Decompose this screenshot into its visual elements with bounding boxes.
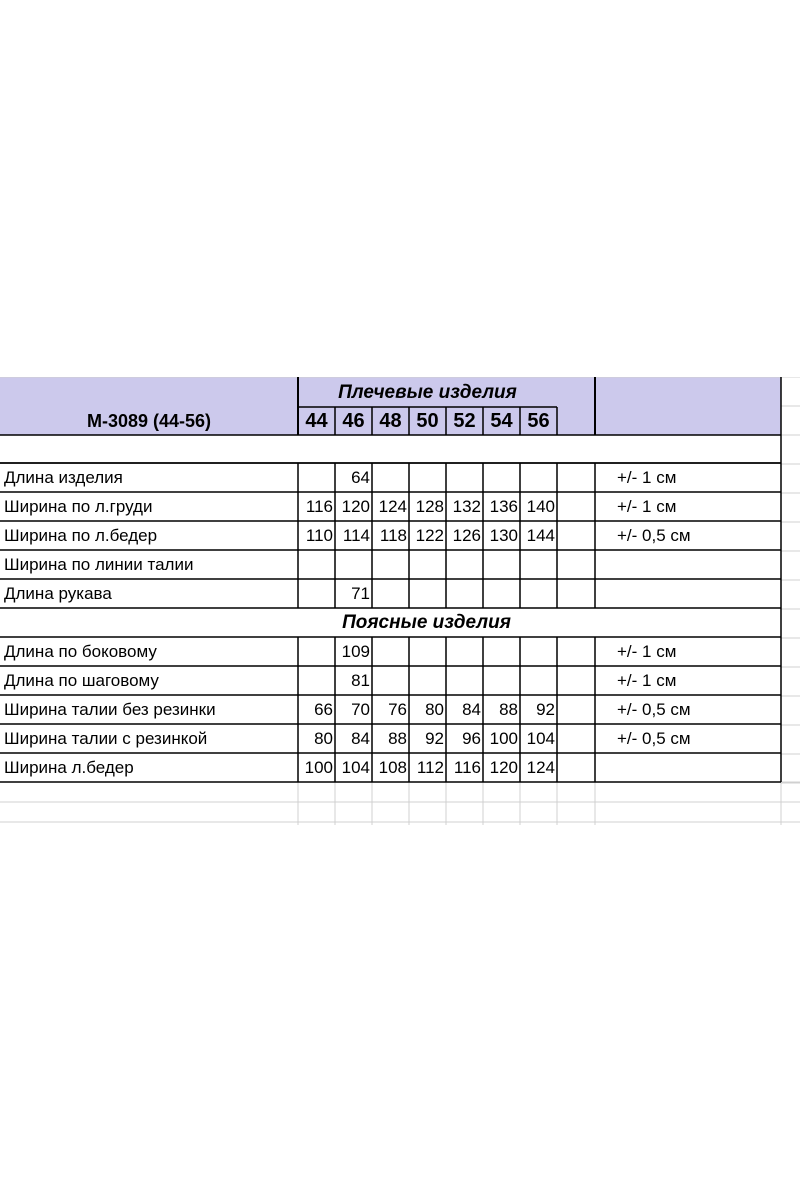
measurement-value (483, 550, 520, 579)
section-title: Поясные изделия (342, 612, 511, 633)
measurement-value: 109 (341, 642, 370, 661)
measurement-value: 84 (351, 729, 370, 748)
tolerance (595, 579, 781, 608)
measurement-value: 96 (462, 729, 481, 748)
measurement-value (446, 550, 483, 579)
measurement-value (520, 666, 557, 695)
measurement-value (372, 550, 409, 579)
measurement-value (483, 666, 520, 695)
measurement-value (446, 637, 483, 666)
measurement-value (372, 463, 409, 492)
measurement-value: 71 (351, 584, 370, 603)
measurement-value: 116 (453, 758, 481, 777)
measurement-value: 144 (526, 526, 555, 545)
measurement-value: 76 (388, 700, 407, 719)
measurement-value (409, 550, 446, 579)
measurement-label: Длина по боковому (4, 642, 157, 661)
measurement-label: Длина по шаговому (4, 671, 159, 690)
measurement-value (520, 637, 557, 666)
size-header: 46 (342, 410, 365, 432)
measurement-value: 80 (314, 729, 333, 748)
measurement-value (520, 463, 557, 492)
measurement-value: 118 (379, 526, 407, 545)
measurement-value (520, 579, 557, 608)
measurement-label: Ширина л.бедер (4, 758, 134, 777)
tolerance (595, 550, 781, 579)
measurement-value (483, 579, 520, 608)
size-header: 44 (305, 410, 328, 432)
tolerance: +/- 0,5 см (617, 729, 691, 748)
size-header: 54 (490, 410, 513, 432)
measurement-value: 124 (378, 497, 407, 516)
model-title: М-3089 (44-56) (86, 411, 212, 431)
measurement-value: 108 (378, 758, 407, 777)
measurement-value: 92 (536, 700, 555, 719)
size-header: 56 (527, 410, 550, 432)
measurement-value: 130 (489, 526, 518, 545)
measurement-value (335, 550, 372, 579)
measurement-value: 112 (416, 758, 444, 777)
size-header: 50 (416, 410, 439, 432)
measurement-label: Ширина по л.груди (4, 497, 153, 516)
measurement-value: 120 (341, 497, 370, 516)
measurement-value: 88 (499, 700, 518, 719)
measurement-value: 132 (452, 497, 481, 516)
measurement-value: 64 (351, 468, 370, 487)
measurement-value (298, 579, 335, 608)
measurement-value: 122 (415, 526, 444, 545)
tolerance: +/- 0,5 см (617, 526, 691, 545)
measurement-value: 81 (351, 671, 370, 690)
measurement-value (372, 579, 409, 608)
measurement-value: 88 (388, 729, 407, 748)
measurement-value: 128 (415, 497, 444, 516)
measurement-value (409, 463, 446, 492)
measurement-value: 104 (526, 729, 555, 748)
measurement-value (298, 463, 335, 492)
measurement-value: 126 (452, 526, 481, 545)
measurement-value (372, 637, 409, 666)
measurement-value (298, 666, 335, 695)
measurement-value (409, 666, 446, 695)
measurement-label: Ширина по л.бедер (4, 526, 158, 545)
measurement-value: 66 (314, 700, 333, 719)
measurement-value (446, 463, 483, 492)
measurement-value: 104 (341, 758, 370, 777)
measurement-label: Ширина талии без резинки (4, 700, 216, 719)
size-header: 52 (453, 410, 476, 432)
tolerance: +/- 0,5 см (617, 700, 691, 719)
measurement-label: Длина рукава (4, 584, 112, 603)
group-title: Плечевые изделия (338, 381, 517, 403)
measurement-value: 70 (351, 700, 370, 719)
measurement-value: 114 (342, 526, 370, 545)
measurement-value (446, 579, 483, 608)
measurement-value (298, 550, 335, 579)
measurement-value: 136 (489, 497, 518, 516)
measurement-value: 100 (489, 729, 518, 748)
tolerance (595, 753, 781, 782)
measurement-value: 84 (462, 700, 481, 719)
measurement-label: Ширина по линии талии (4, 555, 194, 574)
table-cells (0, 377, 800, 825)
measurement-value (372, 666, 409, 695)
measurement-value: 100 (304, 758, 333, 777)
measurement-value (446, 666, 483, 695)
tolerance: +/- 1 см (617, 671, 677, 690)
measurement-value: 92 (425, 729, 444, 748)
measurement-value (409, 579, 446, 608)
measurement-value: 124 (526, 758, 555, 777)
measurement-label: Ширина талии с резинкой (4, 729, 208, 748)
tolerance: +/- 1 см (617, 468, 677, 487)
measurement-value (520, 550, 557, 579)
measurement-value (483, 463, 520, 492)
measurement-value (298, 637, 335, 666)
measurement-value: 80 (425, 700, 444, 719)
measurement-value (409, 637, 446, 666)
tolerance: +/- 1 см (617, 642, 677, 661)
measurement-value: 116 (305, 497, 333, 516)
measurement-value: 120 (489, 758, 518, 777)
size-header: 48 (379, 410, 402, 432)
measurement-label: Длина изделия (4, 468, 123, 487)
size-table (0, 377, 800, 825)
measurement-value: 140 (526, 497, 555, 516)
measurement-value (483, 637, 520, 666)
tolerance: +/- 1 см (617, 497, 677, 516)
measurement-value: 110 (305, 526, 333, 545)
